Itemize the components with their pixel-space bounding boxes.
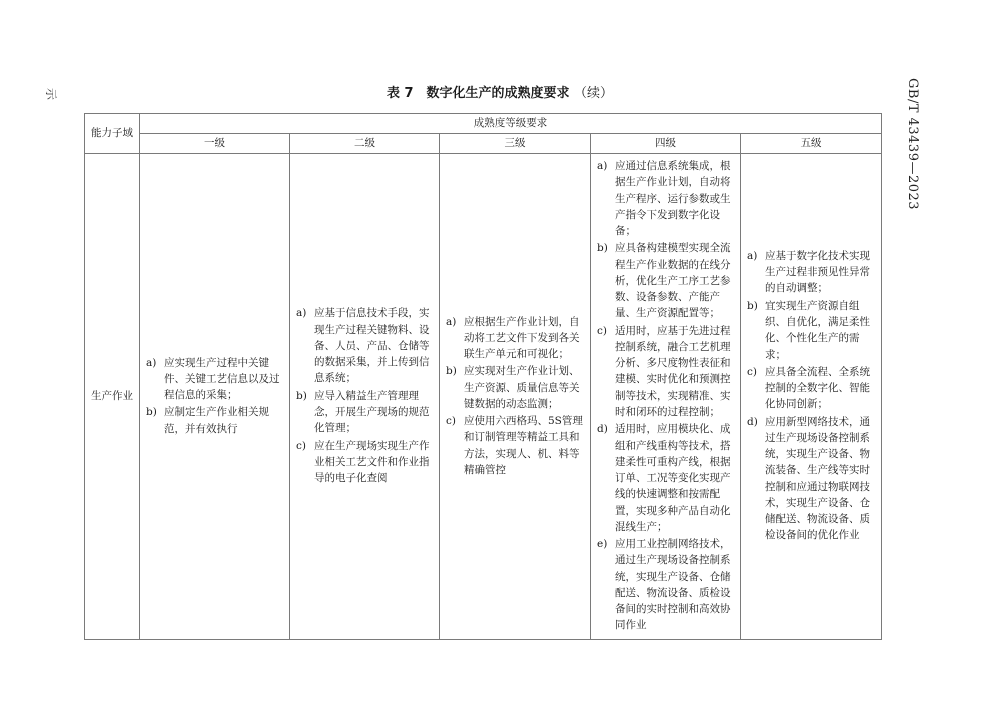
requirement-text: 应通过信息系统集成，根据生产作业计划，自动将生产程序、运行参数或生产指令下发到数字化设备； <box>615 160 731 238</box>
level-header: 五级 <box>741 134 882 154</box>
level-cell <box>591 154 741 640</box>
standard-code: GB/T 43439—2023 <box>905 78 920 211</box>
level-cell <box>290 154 440 640</box>
requirement-marker: b) <box>146 406 157 419</box>
requirement-list <box>597 158 736 634</box>
requirement-marker: b) <box>296 389 307 402</box>
requirement-item <box>747 298 877 363</box>
requirement-item <box>296 388 435 437</box>
side-page-mark: 示 <box>44 88 58 101</box>
table-title <box>0 82 1000 101</box>
requirement-list <box>446 314 586 479</box>
maturity-group-header: 成熟度等级要求 <box>140 114 882 134</box>
requirement-text: 应根据生产作业计划，自动将工艺文件下发到各关联生产单元和可视化； <box>464 315 580 361</box>
requirement-text: 宜实现生产资源自组织、自优化，满足柔性化、个性化生产的需求； <box>765 299 870 361</box>
level-header: 三级 <box>440 134 591 154</box>
requirement-marker: c) <box>446 415 456 428</box>
requirement-text: 应制定生产作业相关规范，并有效执行 <box>164 406 269 435</box>
requirement-item <box>747 364 877 413</box>
requirement-text: 应使用六西格玛、5S管理和订制管理等精益工具和方法，实现人、机、料等精确管控 <box>464 415 583 476</box>
table-row <box>85 154 882 640</box>
requirement-text: 应导入精益生产管理理念，开展生产现场的规范化管理； <box>314 389 430 435</box>
requirement-item <box>747 414 877 544</box>
requirement-marker: a) <box>747 249 758 262</box>
requirement-text: 应用新型网络技术，通过生产现场设备控制系统，实现生产设备、物流装备、生产线等实时控制和应通过物联网技术，实现生产设备、仓储配送、物流设备、质检设备间的优化作业 <box>765 415 870 542</box>
requirement-text: 应在生产现场实现生产作业相关工艺文件和作业指导的电子化查阅 <box>314 439 430 485</box>
requirement-text: 应具备全流程、全系统控制的全数字化、智能化协同创新； <box>765 365 870 411</box>
requirement-marker: c) <box>747 365 757 378</box>
requirement-text: 应用工业控制网络技术，通过生产现场设备控制系统，实现生产设备、仓储配送、物流设备、质检设备间的实时控制和高效协同作业 <box>615 538 731 632</box>
requirement-item <box>597 240 736 321</box>
requirement-item <box>146 355 285 404</box>
level-cell <box>440 154 591 640</box>
requirement-marker: b) <box>446 365 457 378</box>
requirement-text: 应实现生产过程中关键件、关键工艺信息以及过程信息的采集； <box>164 356 280 402</box>
requirement-marker: a) <box>146 356 157 369</box>
table-title-suffix: （续） <box>574 86 614 101</box>
level-header: 一级 <box>140 134 290 154</box>
requirement-marker: e) <box>597 538 608 551</box>
requirement-text: 应具备构建模型实现全流程生产作业数据的在线分析，优化生产工序工艺参数、设备参数、产能产量、生产资源配置等； <box>615 242 731 320</box>
requirement-item <box>146 404 285 437</box>
requirement-list <box>296 305 435 486</box>
table-title-text: 表 7 数字化生产的成熟度要求 <box>386 86 570 101</box>
requirement-marker: d) <box>747 415 758 428</box>
level-cell <box>140 154 290 640</box>
requirement-item <box>597 323 736 421</box>
requirement-marker: c) <box>597 324 607 337</box>
requirement-text: 应基于数字化技术实现生产过程非预见性异常的自动调整； <box>765 249 870 295</box>
requirement-marker: a) <box>446 315 457 328</box>
requirement-item <box>296 438 435 487</box>
level-header: 四级 <box>591 134 741 154</box>
requirement-item <box>597 421 736 535</box>
requirement-item <box>446 314 586 363</box>
domain-header: 能力子域 <box>85 114 140 154</box>
level-cell <box>741 154 882 640</box>
maturity-table <box>84 113 882 640</box>
requirement-item <box>296 305 435 386</box>
requirement-text: 应基于信息技术手段，实现生产过程关键物料、设备、人员、产品、仓储等的数据采集，并上传到信息系统； <box>314 307 430 385</box>
requirement-list <box>747 248 877 544</box>
requirement-item <box>597 536 736 634</box>
requirement-item <box>747 248 877 297</box>
requirement-marker: b) <box>597 242 608 255</box>
requirement-text: 适用时，应用模块化、成组和产线重构等技术，搭建柔性可重构产线，根据订单、工况等变化实现产线的快速调整和按需配置，实现多种产品自动化混线生产； <box>615 423 731 533</box>
requirement-marker: a) <box>597 160 608 172</box>
requirement-marker: d) <box>597 423 608 436</box>
requirement-item <box>446 363 586 412</box>
requirement-list <box>146 355 285 437</box>
level-header: 二级 <box>290 134 440 154</box>
requirement-marker: c) <box>296 439 306 452</box>
domain-cell: 生产作业 <box>85 154 140 640</box>
requirement-marker: b) <box>747 299 758 312</box>
requirement-item <box>446 413 586 478</box>
requirement-text: 应实现对生产作业计划、生产资源、质量信息等关键数据的动态监测； <box>464 365 580 410</box>
requirement-item <box>597 158 736 239</box>
requirement-marker: a) <box>296 307 307 320</box>
requirement-text: 适用时，应基于先进过程控制系统，融合工艺机理分析、多尺度物性表征和建模、实时优化和预测控制等技术，实现精准、实时和闭环的过程控制； <box>615 324 731 418</box>
